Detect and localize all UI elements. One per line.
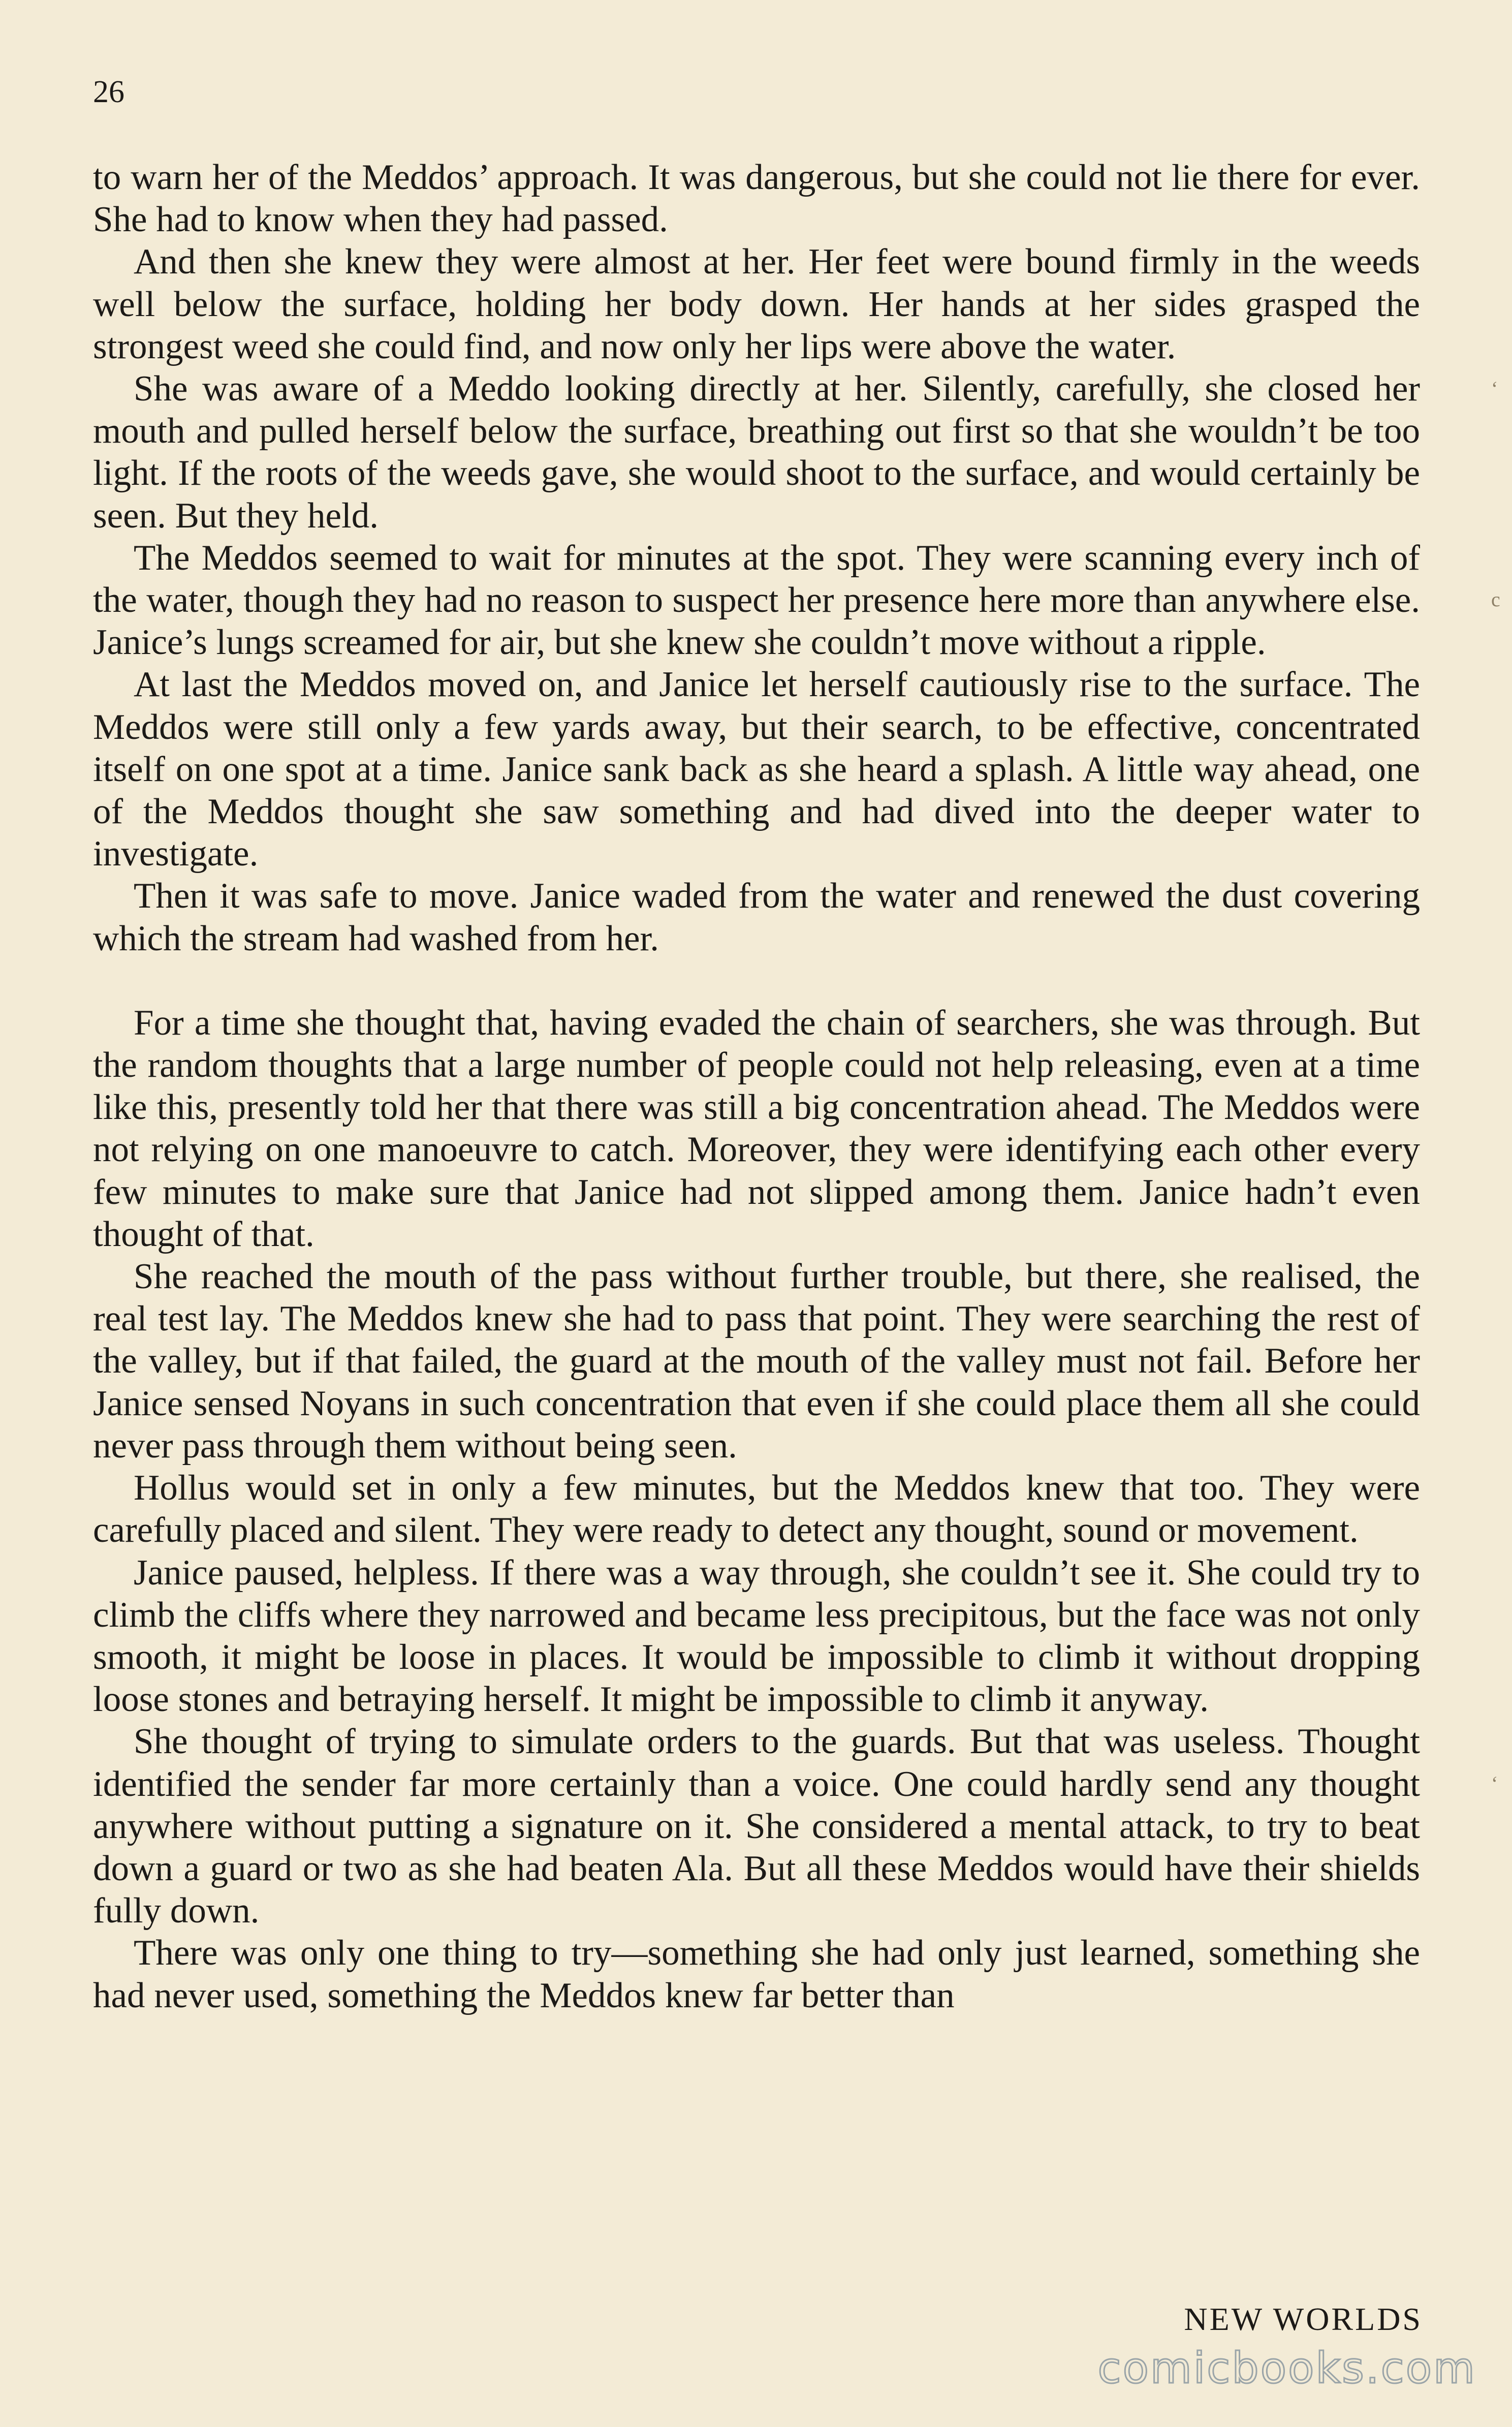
paragraph: There was only one thing to try—something she had only just learned, something she had never used, something the Meddos knew far better than [93, 1933, 1420, 2015]
scan-speck: c [1491, 588, 1500, 611]
paragraph: Then it was safe to move. Janice waded from the water and renewed the dust covering which the stream had washed from her. [93, 876, 1420, 958]
paragraph: For a time she thought that, having evaded the chain of searchers, she was through. But the random thoughts that a large number of people could not help releasing, even at a time like this, presently told her that there was still a big concentration ahead. The Meddos were not relying on one manoeuvre to catch. Moreover, they were identifying each other every few minutes to make sure that Janice had not slipped among them. Janice hadn’t even thought of that. [93, 1003, 1420, 1254]
watermark: comicbooks.com [1097, 2343, 1476, 2393]
paragraph: Janice paused, helpless. If there was a way through, she couldn’t see it. She could try to climb the cliffs where they narrowed and became less precipitous, but the face was not only smooth, it might be loose in places. It would be impossible to climb it without dropping loose stones and betraying herself. It might be impossible to climb it anyway. [93, 1552, 1420, 1720]
footer-magazine-title: NEW WORLDS [1184, 2301, 1423, 2337]
section-break [93, 960, 1420, 1002]
paragraph: She was aware of a Meddo looking directly at her. Silently, carefully, she closed her mouth and pulled herself below the surface, breathing out first so that she wouldn’t be too light. If the roots of the weeds gave, she would shoot to the surface, and would certainly be seen. But they held. [93, 369, 1420, 536]
page-number: 26 [93, 75, 124, 109]
scan-speck: ‘ [1491, 1772, 1498, 1795]
paragraph: And then she knew they were almost at her. Her feet were bound firmly in the weeds well below the surface, holding her body down. Her hands at her sides grasped the strongest weed she could find, and now only her lips were above the water. [93, 242, 1420, 366]
paragraph: Hollus would set in only a few minutes, but the Meddos knew that too. They were carefully placed and silent. They were ready to detect any thought, sound or movement. [93, 1468, 1420, 1550]
paragraph: She thought of trying to simulate orders to the guards. But that was useless. Thought identified the sender far more certainly than a voice. One could hardly send any thought anywhere without putting a signature on it. She considered a mental attack, to try to beat down a guard or two as she had beaten Ala. But all these Meddos would have their shields fully down. [93, 1722, 1420, 1931]
paragraph: At last the Meddos moved on, and Janice let herself cautiously rise to the surface. The Meddos were still only a few yards away, but their search, to be effective, concentrated itself on one spot at a time. Janice sank back as she heard a splash. A little way ahead, one of the Meddos thought she saw something and had dived into the deeper water to investigate. [93, 665, 1420, 874]
scan-speck: ‘ [1491, 377, 1498, 400]
paragraph: The Meddos seemed to wait for minutes at the spot. They were scanning every inch of the water, though they had no reason to suspect her presence here more than anywhere else. Janice’s lungs screamed for air, but she knew she couldn’t move without a ripple. [93, 538, 1420, 663]
paragraph: She reached the mouth of the pass without further trouble, but there, she realised, the real test lay. The Meddos knew she had to pass that point. They were searching the rest of the valley, but if that failed, the guard at the mouth of the valley must not fail. Before her Janice sensed Noyans in such concentration that even if she could place them all she could never pass through them without being seen. [93, 1257, 1420, 1466]
paragraph: to warn her of the Meddos’ approach. It was dangerous, but she could not lie there for ever. She had to know when they had passed. [93, 158, 1420, 240]
body-text [93, 157, 1420, 2017]
